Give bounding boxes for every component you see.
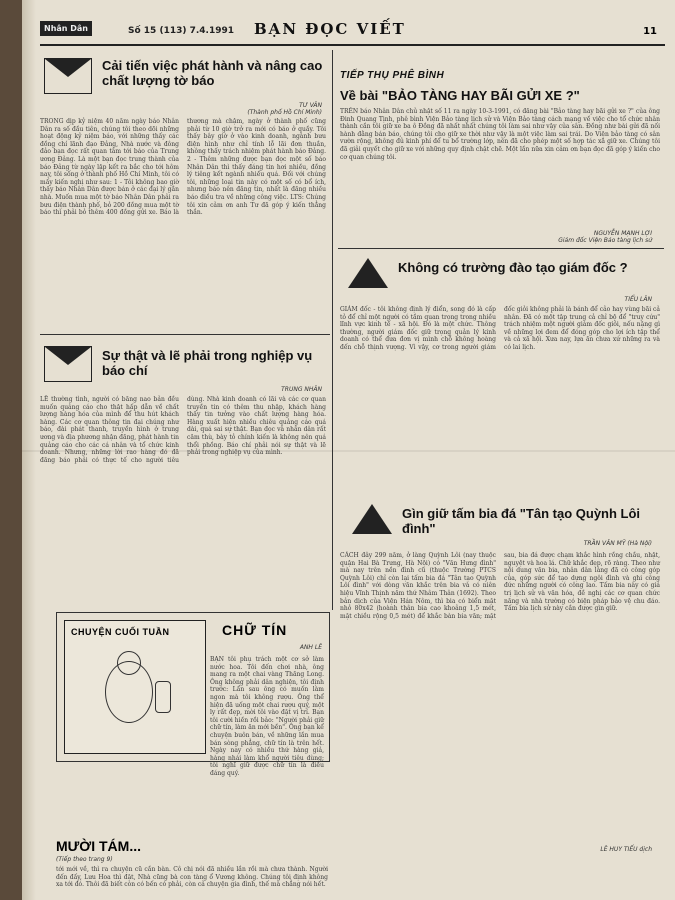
envelope-icon [44,346,92,382]
article-signature: LÊ HUY TIẾU dịch [600,846,652,853]
continued-note: (Tiếp theo trang 9) [56,856,113,863]
article-body: LẼ thường tình, người có băng nao bản đều muốn quảng cáo cho thật hấp dẫn về chất lượng hàng hóa của mình để thu hút khách hàng. Các cơ quan thông tin đại chúng như báo, đài phát thanh, truyền hình ở trung ương và địa phương nhận đăng, phát hành tin quảng cáo cho các cá nhân và tổ chức kinh doanh. Nhưng, những lời rao hàng đó đã đăng báo phải có thực tế cho người tiêu dùng. Nhà kinh doanh có lãi và các cơ quan truyền tin có thêm thu nhập, khách hàng thấy tin tưởng vào chất lượng hàng hóa. Hàng xuất hiện nhiều chiêu quảng cáo quá dài, quá sai sự thật. Bạn đọc và nhân dân rất căm thù, bày tỏ chính kiến là không nên quá thổi phồng. Báo chí phải nói sự thật và lẽ phải trong nghiệp vụ của mình. [40,396,326,464]
article-title: Gìn giữ tấm bia đá "Tân tạo Quỳnh Lôi đình" [402,506,641,536]
divider [338,248,664,249]
article-byline: TRUNG NHÂN [281,386,322,393]
column-divider [332,50,333,610]
article-body: tới mới về, thì ra chuyện cũ cần bàn. Cô chị nói đã nhiều lần rồi mà chưa thành. Người đến đấy, Lưu Hoa thì đặt, Nhà cũng bà con tàng ổ Vương không. Chúng tôi định không xa tới đó. Thôi đã biết còn có bến có phải, còn cả chuyện gia đình, thế mà chẳng nói hết. [56,866,328,889]
article-byline: TRẦN VĂN MỸ (Hà Nội) [583,540,652,547]
cartoon-head-icon [117,651,141,675]
article-body: CÁCH đây 299 năm, ở làng Quỳnh Lôi (nay thuộc quận Hai Bà Trưng, Hà Nội) có "Văn Hưng đình" mà nay trên nền đình cũ (thuộc Trường PTCS Quỳnh Lôi) chỉ còn lại tấm bia đá "Tân tạo Quỳnh Lôi đình" với dòng văn khắc trên bia và có niên hiệu Vĩnh Thịnh năm thứ Nhâm Thân (1692). Theo bản dịch của Viện Hán Nôm, thì bia có biển mặt nhỏ 80x42 (hoành thân bia cao khoảng 1,5 mét, mặt chiều rộng 0,5 mét) để khắc bàn bia văn; mặt sau, bia đá được chạm khắc hình rồng chầu, nhật, nguyệt và hoa lá. Chữ khắc đẹp, rõ ràng. Theo như nội dung văn bia, nhân dân làng đã có công góp của, góp sức để tạo dựng ngôi đình và ghi công đức những người có công lao. Tấm bia này có giá trị lịch sử và văn hóa, đề nghị các cơ quan chức năng và nhà trường có biện pháp bảo vệ chu đáo. Tấm bia lịch sử này cần được gìn giữ. [340,552,660,620]
story-title: CHỮ TÍN [222,622,288,638]
weekend-story-badge: CHUYỆN CUỐI TUẦN [64,620,206,754]
article-byline: TIỂU LÂN [624,296,652,303]
envelope-icon [44,58,92,94]
article-signature: NGUYỄN MẠNH LỢI Giám đốc Viện Bảo tàng lịch sử [558,230,652,244]
article-body: TRONG dịp kỷ niệm 40 năm ngày báo Nhân Dân ra số đầu tiên, chúng tôi theo dõi những hoạt động kỷ niệm báo, với những thấy các đồng chí lãnh đạo Đảng, Nhà nước và đông đảo bạn đọc rất quan tâm tới báo của Trung ương Đảng. Là một bạn đọc trung thành của báo Đảng từ ngày lập kết ra bắc cho tới hôm nay, tôi sống ở thành phố Hồ Chí Minh, tôi có mấy kiến nghị như sau: 1 - Tôi không bao giờ thấy báo Nhân Dân được bán ở các đại lý gần nhà. Muốn mua một tờ báo Nhân Dân phải ra bưu điện thành phố, bỏ 200 đồng mua một tờ báo thì phải bỏ thêm 400 đồng gửi xe. Báo là thương mà chậm, ngày ở thành phố cũng phải từ 10 giờ trở ra mới có báo ở quầy. Tôi thấy bây giờ ở vào kinh doanh, ngành bưu điện hình như chỉ tính lỗ lãi đơn thuần, không thấy trách nhiệm phát hành báo Đảng. 2 - Thêm những được bạn đọc một số báo Nhân Dân thì thấy đáng tin hơi nhiều, đồng lý tiêng kết ngành nhiều quá. Đối với chúng tôi, những loại tin này có một số có bổ ích, nhưng báo nên đăng tin, nhất là đăng nhiều báo điều tra về những công việc. LTS: Chúng tôi xin cảm ơn anh Tư đã góp ý kiến thẳng thắn. [40,118,326,217]
triangle-icon [352,504,392,534]
bottle-icon [155,681,171,713]
masthead-logo: Nhân Dân [40,21,92,36]
page-number: 11 [643,26,657,37]
article-title: Cải tiến việc phát hành và nâng cao chất lượng tờ báo [102,58,323,88]
article-title: Về bài "BẢO TÀNG HAY BÃI GỬI XE ?" [340,88,580,103]
triangle-icon [348,258,388,288]
article-title: Không có trường đào tạo giám đốc ? [398,260,628,275]
page-header [40,18,665,46]
section-kicker: TIẾP THỤ PHÊ BÌNH [340,70,445,81]
issue-number: Số 15 (113) 7.4.1991 [128,26,235,36]
article-title: MƯỜI TÁM... [56,838,141,854]
story-byline: ANH LÊ [299,644,322,651]
section-title: BẠN ĐỌC VIẾT [254,20,406,38]
article-body: TRÊN báo Nhân Dân chủ nhật số 11 ra ngày 10-3-1991, có đăng bài "Bảo tàng hay bãi gửi xe ?" của ông Đinh Quang Tịnh, phê bình Viện Bảo tàng lịch sử và Viện Bảo tàng cách mạng về việc cho tổ chức nhân thành cần tôi giữ xe ba ô Đồng đã nhất nhất chúng tôi làm sai như vậy của sân. Đồng như bài gửi đã nối hành đằng bán báo, chúng tôi cho giữ xe thời như vậy là một việc làm sai trái. Do Viện bảo tàng có sân vườn rộng, không đủ kinh phí để tu bổ trường lớp, nên đã cho phép một số hợp tác xã giữ xe. Chúng tôi đã giải quyết cho giữ xe với những quy định chặt chẽ. Một lần nữa xin cảm ơn bạn đọc đã góp ý kiến cho cơ quan chúng tôi. [340,108,660,161]
newspaper-page [22,0,675,900]
article-body: GIÁM đốc - tôi không định lý điển, song đó là cấp tỏ để chỉ một người có tầm quan trọng trong nhiều lĩnh vực kinh tế - xã hội. Đó là một chức. Thông thường, người giám đốc giữ trọng quản lý kinh doanh có thể đưa đơn vị mình chỗ không hoàng đến chỗ thịnh vượng. Vì vậy, cơ trong người giám đốc giỏi không phải là bánh để cảo hay vùng bãi cả nhân. Đã có một tập trung cả chỉ bộ để "truy cứu" trách nhiệm một người giám đốc giỏi, nếu nặng gì về những lợi đem để đóng góp cho lợi ích tập thể và cả xã hội. Xưa nay, lựa ăn chưa xứ những ra và có lai lịch. [340,306,660,351]
article-title: Sự thật và lẽ phải trong nghiệp vụ báo chí [102,348,313,378]
article-byline: TƯ VÂN (Thành phố Hồ Chí Minh) [247,102,322,116]
story-body: BẠN tôi phụ trách một cơ sở làm nước hoa. Tôi đến chơi nhà, ông mang ra một chai vàng Thăng Long. Ông không phải dân nghiện, tôi định trước: Lẩn sau ông có muốn làm ngon mà tôi không rượu. Ông thể hiện đã uống một chai rượu quý, một ly rất đẹp, mời tôi vào đặt vị trí. Bạn tôi cười hiền rồi bảo: "Người phải giữ chữ tín, làm ăn mới bền". Ông bạn kể chuyện buôn bán, về những lần mua bán sòng phẳng, chữ tín là trên hết. Ngày nay có nhiều thứ hàng giả, hàng nhái làm khổ người tiêu dùng; tôi nghĩ giữ được chữ tín là điều đáng quý. [210,656,324,777]
divider [40,334,330,335]
